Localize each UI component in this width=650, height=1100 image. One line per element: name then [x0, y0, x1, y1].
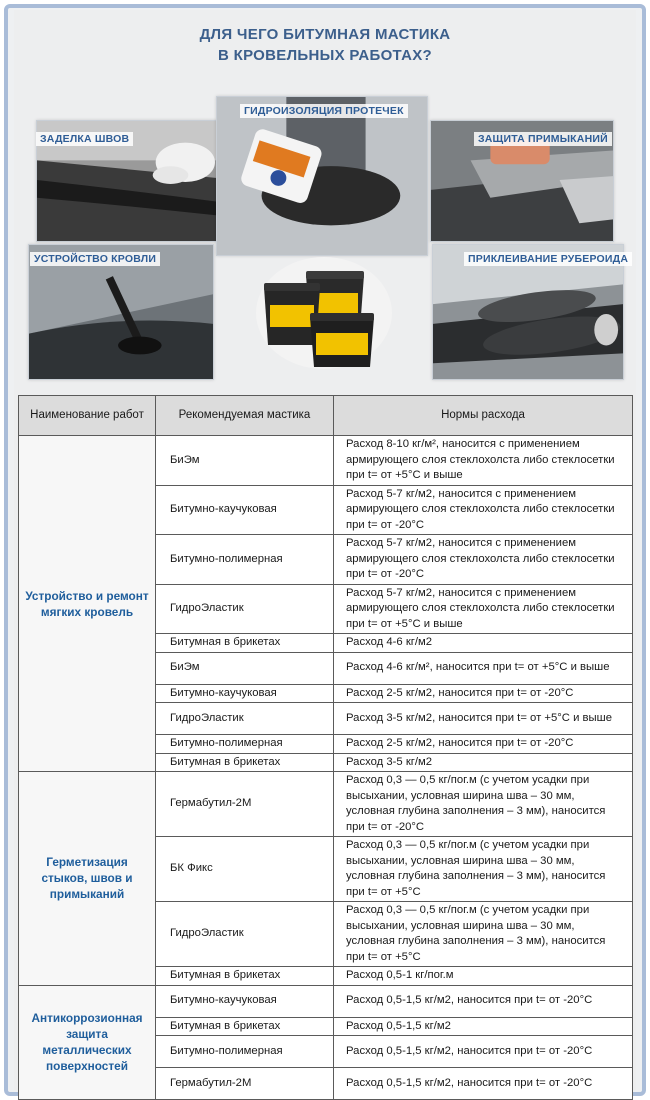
table-header-row — [19, 396, 633, 436]
header-norms: Нормы расхода — [334, 396, 633, 436]
mastic-cell: Битумно-каучуковая — [156, 985, 334, 1017]
rate-cell: Расход 0,3 — 0,5 кг/пог.м (с учетом усадки при высыхании, условная ширина шва – 30 мм, условная глубина заполнения – 3 мм), наносится при t= от +5°С — [334, 902, 633, 967]
product-buckets-image — [254, 253, 394, 371]
rate-cell: Расход 0,3 — 0,5 кг/пог.м (с учетом усадки при высыхании, условная ширина шва – 30 мм, условная глубина заполнения – 3 мм), наносится при t= от +5°С — [334, 837, 633, 902]
group-anticorrosion: Антикоррозионная защита металлических поверхностей — [19, 985, 156, 1100]
mastic-cell: ГидроЭластик — [156, 584, 334, 634]
group-sealing: Герметизация стыков, швов и примыканий — [19, 772, 156, 986]
mastic-cell: Гермабутил-2М — [156, 1068, 334, 1100]
mastic-cell: Битумная в брикетах — [156, 753, 334, 772]
page-title — [14, 24, 636, 66]
mastic-cell: Битумно-каучуковая — [156, 684, 334, 703]
header-mastic: Рекомендуемая мастика — [156, 396, 334, 436]
rate-cell: Расход 5-7 кг/м2, наносится с применением армирующего слоя стеклохолста либо стеклосетки при t= от -20°С — [334, 535, 633, 585]
consumption-table — [18, 395, 633, 1100]
rate-cell: Расход 5-7 кг/м2, наносится с применением армирующего слоя стеклохолста либо стеклосетки при t= от +5°С и выше — [334, 584, 633, 634]
table-row — [19, 436, 633, 486]
mastic-cell: Битумная в брикетах — [156, 634, 334, 653]
rate-cell: Расход 3-5 кг/м2, наносится при t= от +5°С и выше — [334, 703, 633, 735]
mastic-cell: Битумно-полимерная — [156, 535, 334, 585]
table-row — [19, 772, 633, 837]
mastic-cell: ГидроЭластик — [156, 902, 334, 967]
rate-cell: Расход 0,5-1,5 кг/м2, наносится при t= от -20°С — [334, 985, 633, 1017]
mastic-cell: Гермабутил-2М — [156, 772, 334, 837]
rate-cell: Расход 8-10 кг/м², наносится с применением армирующего слоя стеклохолста либо стеклосетки при t= от +5°С и выше — [334, 436, 633, 486]
rate-cell: Расход 0,5-1,5 кг/м2, наносится при t= от -20°С — [334, 1068, 633, 1100]
mastic-cell: Битумно-полимерная — [156, 735, 334, 754]
rate-cell: Расход 5-7 кг/м2, наносится с применением армирующего слоя стеклохолста либо стеклосетки при t= от -20°С — [334, 485, 633, 535]
rate-cell: Расход 0,5-1,5 кг/м2 — [334, 1017, 633, 1036]
table-row — [19, 985, 633, 1017]
rate-cell: Расход 0,5-1,5 кг/м2, наносится при t= от -20°С — [334, 1036, 633, 1068]
page-title-line2: В КРОВЕЛЬНЫХ РАБОТАХ? — [218, 47, 432, 64]
header-work: Наименование работ — [19, 396, 156, 436]
mastic-cell: БиЭм — [156, 652, 334, 684]
mastic-cell: Битумная в брикетах — [156, 967, 334, 986]
mastic-cell: Битумно-полимерная — [156, 1036, 334, 1068]
photo-leak-waterproofing — [216, 96, 428, 256]
rate-cell: Расход 4-6 кг/м2 — [334, 634, 633, 653]
mastic-cell: ГидроЭластик — [156, 703, 334, 735]
rate-cell: Расход 4-6 кг/м², наносится при t= от +5°С и выше — [334, 652, 633, 684]
mastic-cell: БК Фикс — [156, 837, 334, 902]
rate-cell: Расход 2-5 кг/м2, наносится при t= от -20°С — [334, 684, 633, 703]
mastic-cell: БиЭм — [156, 436, 334, 486]
mastic-cell: Битумная в брикетах — [156, 1017, 334, 1036]
rate-cell: Расход 3-5 кг/м2 — [334, 753, 633, 772]
rate-cell: Расход 2-5 кг/м2, наносится при t= от -20°С — [334, 735, 633, 754]
label-junction-protection: ЗАЩИТА ПРИМЫКАНИЙ — [474, 132, 612, 146]
group-soft-roofing: Устройство и ремонт мягких кровель — [19, 436, 156, 772]
label-roof-installation: УСТРОЙСТВО КРОВЛИ — [30, 252, 160, 266]
label-seam-sealing: ЗАДЕЛКА ШВОВ — [36, 132, 133, 146]
page-title-line1: ДЛЯ ЧЕГО БИТУМНАЯ МАСТИКА — [199, 26, 451, 43]
rate-cell: Расход 0,5-1 кг/пог.м — [334, 967, 633, 986]
rate-cell: Расход 0,3 — 0,5 кг/пог.м (с учетом усадки при высыхании, условная ширина шва – 30 мм, условная глубина заполнения – 3 мм), наносится при t= от -20°С — [334, 772, 633, 837]
label-ruberoid-gluing: ПРИКЛЕИВАНИЕ РУБЕРОИДА — [464, 252, 632, 266]
label-leak-waterproofing: ГИДРОИЗОЛЯЦИЯ ПРОТЕЧЕК — [240, 104, 408, 118]
mastic-cell: Битумно-каучуковая — [156, 485, 334, 535]
